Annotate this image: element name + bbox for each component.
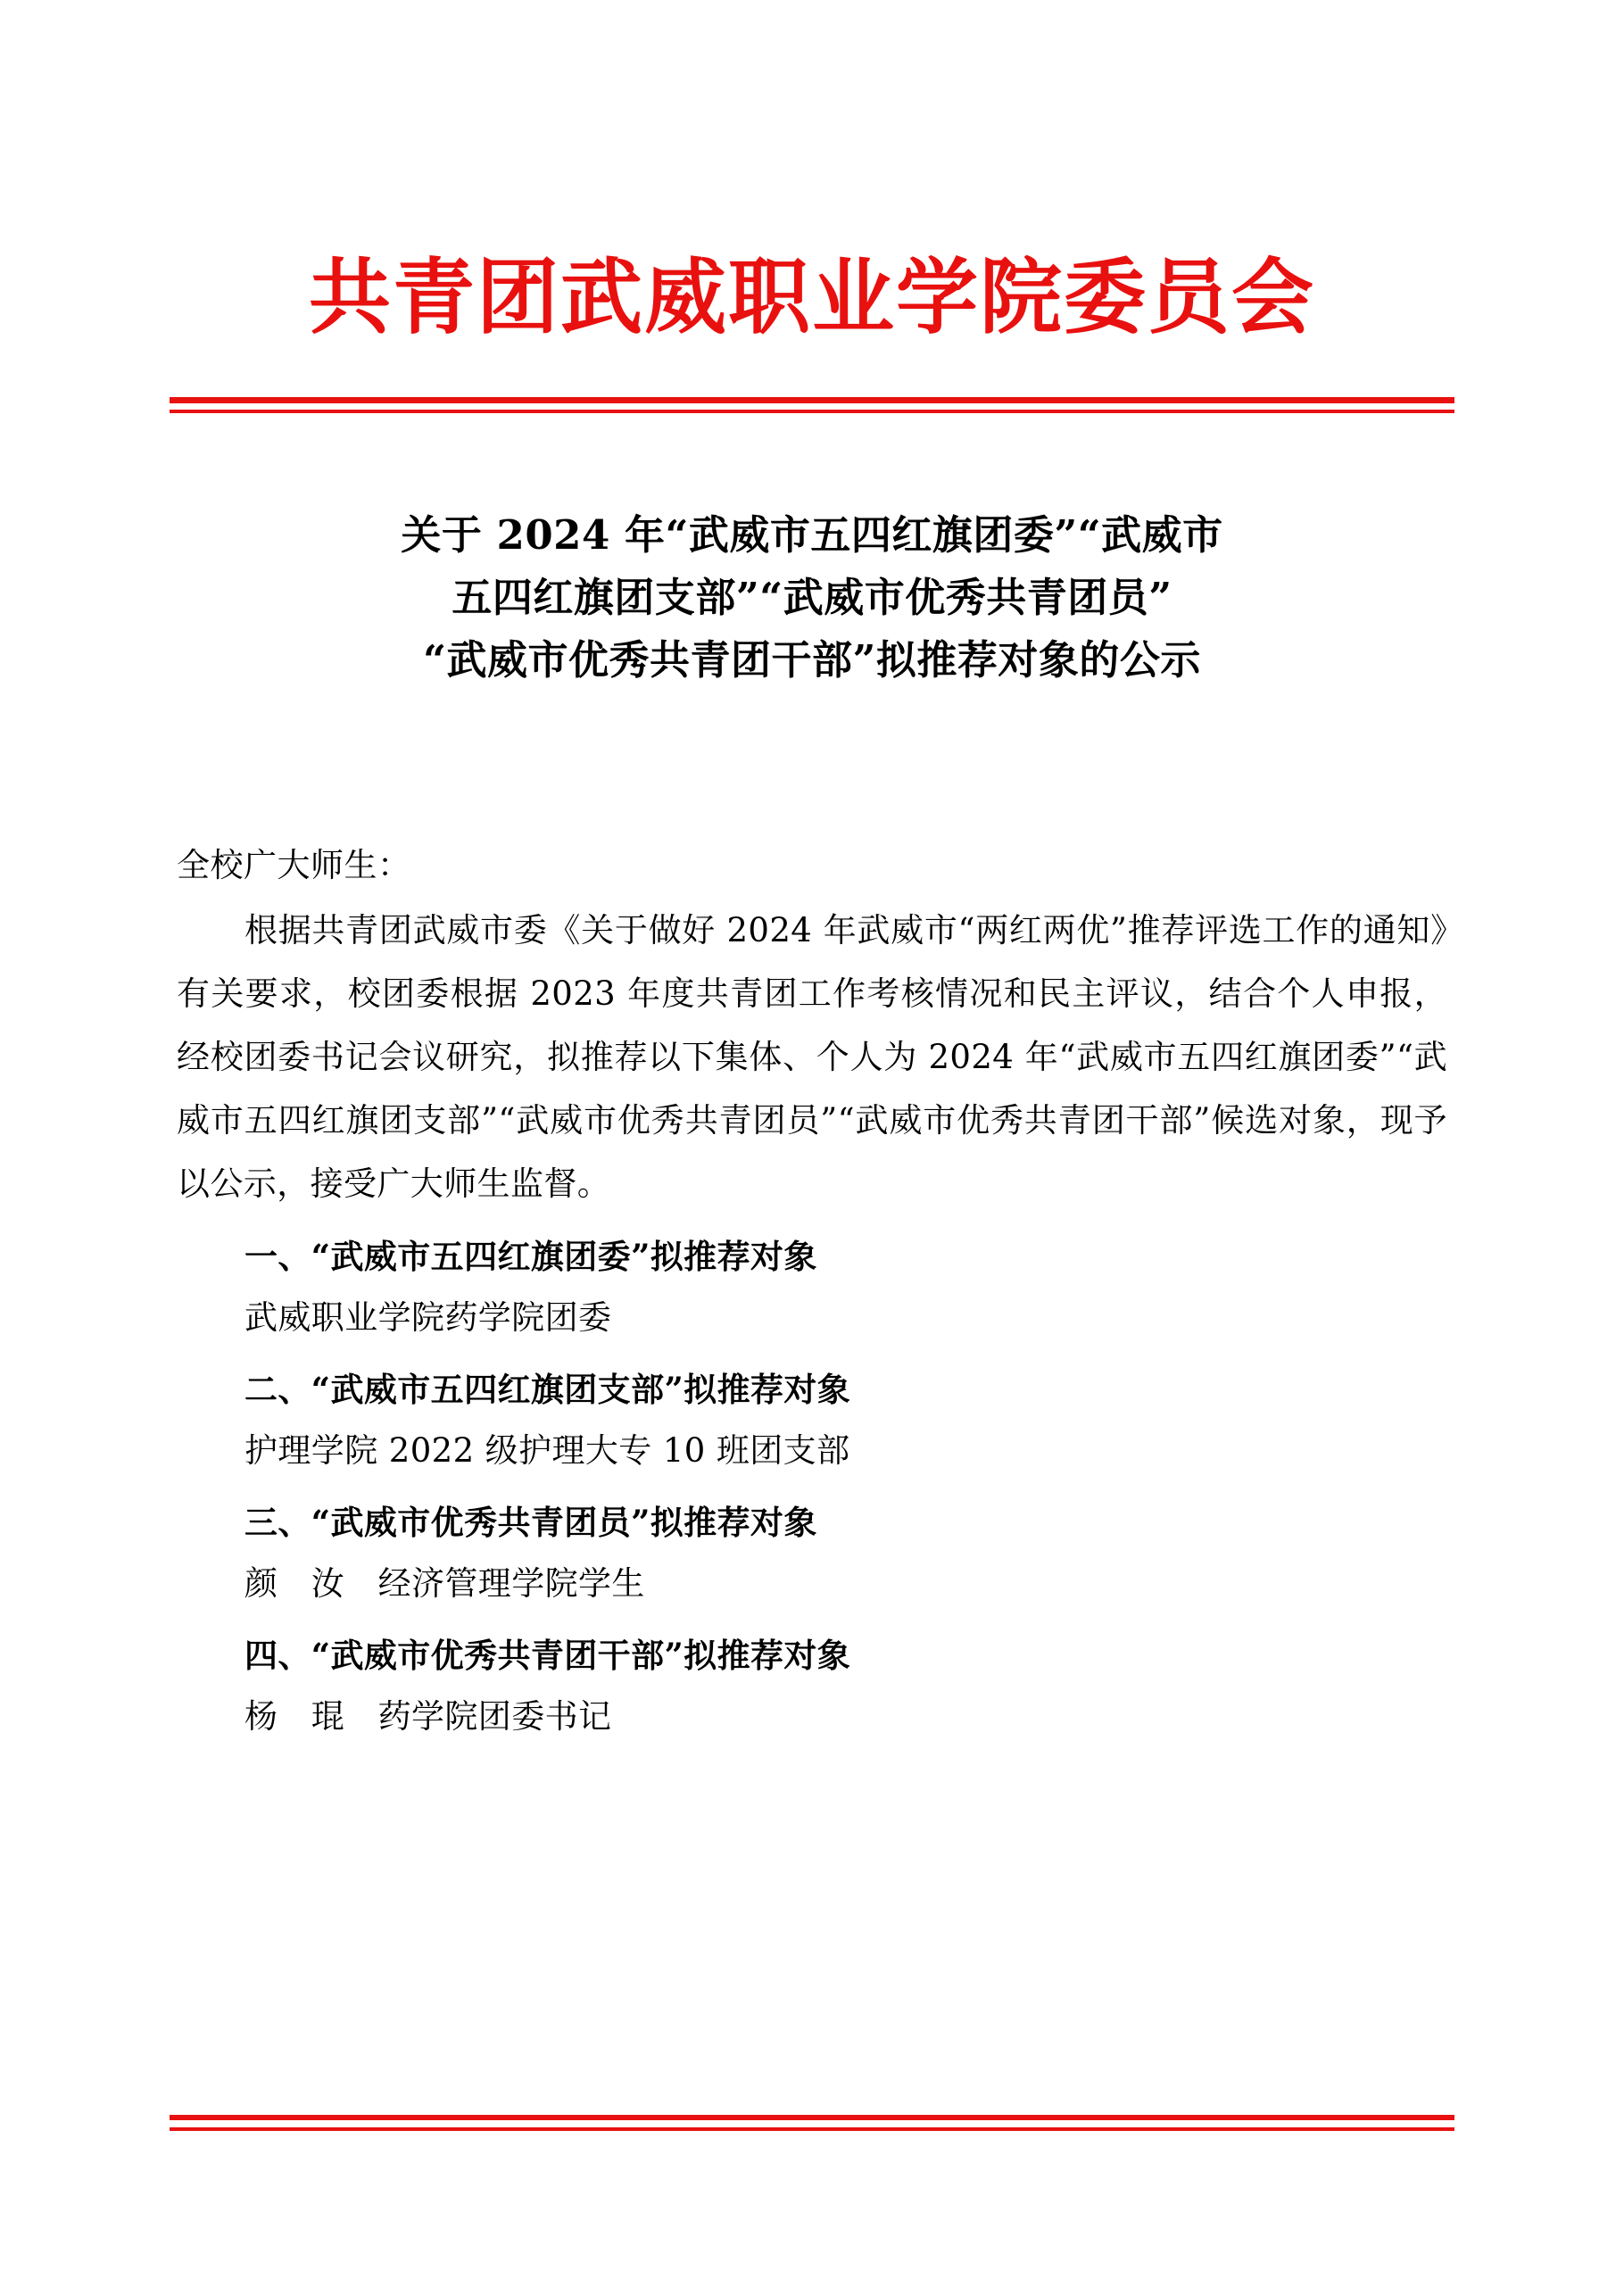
document-inner xyxy=(170,0,1454,2296)
section-3 xyxy=(177,1492,1447,1614)
section-1 xyxy=(177,1226,1447,1348)
masthead-title: 共青团武威职业学院委员会 xyxy=(308,249,1315,345)
section-4-item: 杨 琨 药学院团委书记 xyxy=(244,1696,612,1736)
section-4 xyxy=(177,1625,1447,1747)
masthead-rule-thick xyxy=(170,397,1454,403)
page-title-line-3: “武威市优秀共青团干部”拟推荐对象的公示 xyxy=(423,635,1201,684)
section-1-heading: 一、“武威市五四红旗团委”拟推荐对象 xyxy=(244,1237,817,1277)
footer-rule-gap xyxy=(170,2120,1454,2127)
section-2-heading: 二、“武威市五四红旗团支部”拟推荐对象 xyxy=(244,1370,851,1410)
section-3-item: 颜 汝 经济管理学院学生 xyxy=(244,1563,645,1603)
section-4-heading: 四、“武威市优秀共青团干部”拟推荐对象 xyxy=(244,1636,851,1676)
masthead-rule-gap xyxy=(170,403,1454,410)
page-title-line-1: 关于 2024 年“武威市五四红旗团委”“武威市 xyxy=(401,511,1223,559)
footer-divider xyxy=(170,2115,1454,2131)
masthead-rule-thin xyxy=(170,410,1454,413)
main-paragraph: 根据共青团武威市委《关于做好 2024 年武威市“两红两优”推荐评选工作的通知》有关要求，校团委根据 2023 年度共青团工作考核情况和民主评议，结合个人申报，经校团委书记会议研究，拟推荐以下集体、个人为 2024 年“武威市五四红旗团委”“武威市五四红旗团支部”“武威市优秀共青团员”“武威市优秀共青团干部”候选对象，现予以公示，接受广大师生监督。 xyxy=(177,911,1447,1204)
section-2-item: 护理学院 2022 级护理大专 10 班团支部 xyxy=(244,1430,850,1470)
footer-rule-thin xyxy=(170,2127,1454,2131)
section-1-item: 武威职业学院药学院团委 xyxy=(244,1297,612,1337)
salutation: 全校广大师生： xyxy=(177,846,411,884)
document-body xyxy=(177,834,1447,1747)
section-2 xyxy=(177,1359,1447,1481)
section-3-heading: 三、“武威市优秀共青团员”拟推荐对象 xyxy=(244,1503,817,1543)
page-title xyxy=(178,504,1446,691)
masthead xyxy=(170,249,1454,345)
masthead-divider xyxy=(170,397,1454,413)
page-title-line-2: 五四红旗团支部”“武威市优秀共青团员” xyxy=(452,573,1172,621)
